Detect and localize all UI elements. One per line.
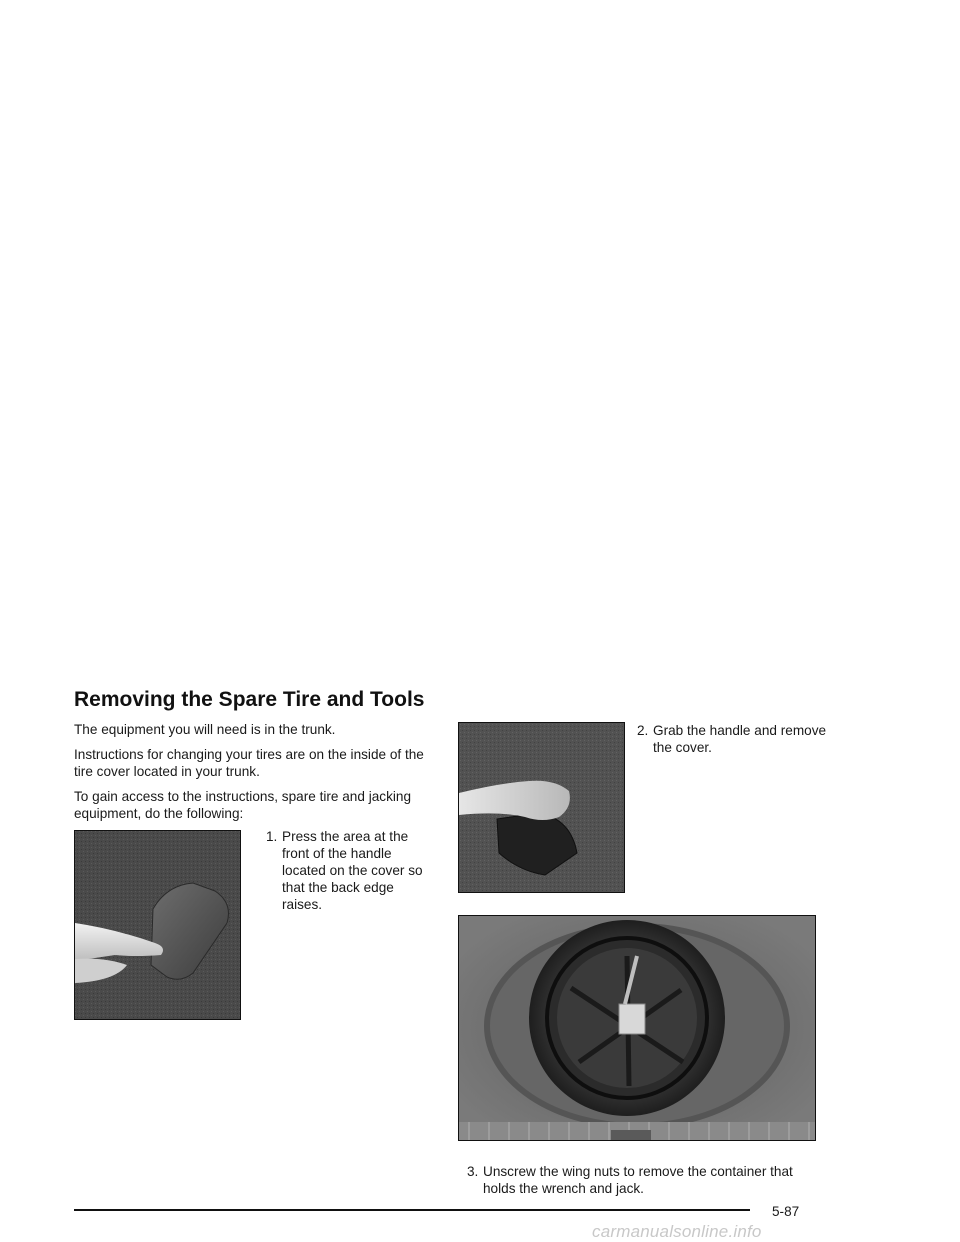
step-2 <box>637 722 827 756</box>
paragraph-access: To gain access to the instructions, spare tire and jacking equipment, do the following: <box>74 789 412 821</box>
step-2-text: Grab the handle and remove the cover. <box>653 723 827 755</box>
watermark-text: carmanualsonline.info <box>592 1222 762 1241</box>
step-1-number: 1. <box>266 829 278 844</box>
step-2-number: 2. <box>637 723 649 738</box>
photo-spare-tire <box>458 915 816 1141</box>
step-1 <box>266 828 436 913</box>
photo-press-cover <box>74 830 241 1020</box>
paragraph-equipment: The equipment you will need is in the trunk. <box>74 722 336 737</box>
step-3-text: Unscrew the wing nuts to remove the container that holds the wrench and jack. <box>483 1164 793 1196</box>
photo-grab-handle <box>458 722 625 893</box>
section-title: Removing the Spare Tire and Tools <box>74 688 425 711</box>
footer-rule <box>74 1209 750 1211</box>
page-number: 5-87 <box>772 1204 800 1219</box>
paragraph-instructions: Instructions for changing your tires are on the inside of the tire cover located in your trunk. <box>74 747 424 779</box>
step-1-text: Press the area at the front of the handle located on the cover so that the back edge raises. <box>282 829 423 912</box>
step-3-number: 3. <box>467 1164 479 1179</box>
step-3 <box>467 1163 827 1197</box>
